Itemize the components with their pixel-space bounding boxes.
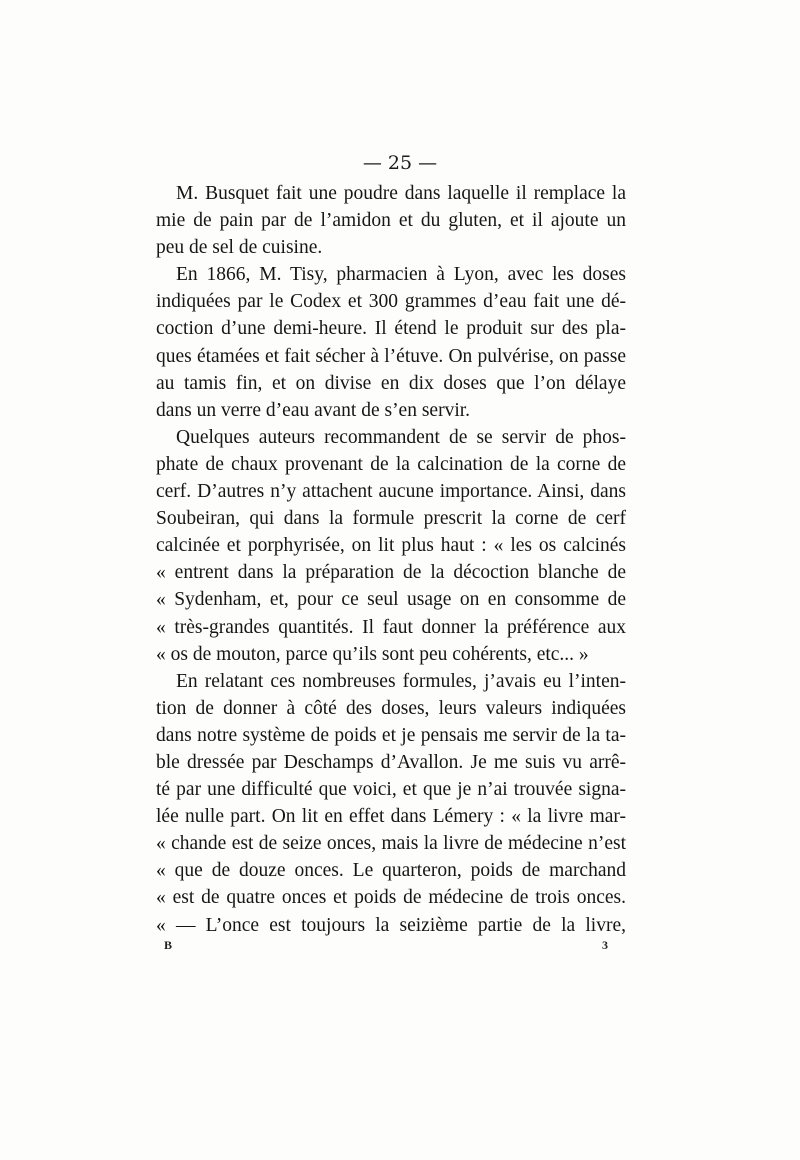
text-line: au tamis fin, et on divise en dix doses que l’on délaye	[156, 372, 626, 394]
text-line: Soubeiran, qui dans la formule prescrit la corne de cerf	[156, 508, 626, 530]
text-line: « — L’once est toujours la seizième partie de la livre,	[156, 914, 626, 936]
text-line: « est de quatre onces et poids de médecine de trois onces.	[156, 887, 626, 909]
text-line: En relatant ces nombreuses formules, j’avais eu l’inten-	[176, 670, 626, 692]
text-line: ble dressée par Deschamps d’Avallon. Je me suis vu arrê-	[156, 751, 626, 773]
text-line: « Sydenham, et, pour ce seul usage on en consomme de	[156, 589, 626, 611]
text-line: peu de sel de cuisine.	[156, 237, 323, 259]
body-text	[156, 180, 626, 939]
text-line: calcinée et porphyrisée, on lit plus haut : « les os calcinés	[156, 535, 626, 557]
text-line: « très-grandes quantités. Il faut donner la préférence aux	[156, 616, 626, 638]
text-line: té par une difficulté que voici, et que je n’ai trouvée signa-	[156, 779, 626, 801]
text-line: En 1866, M. Tisy, pharmacien à Lyon, avec les doses	[176, 264, 626, 286]
text-line: coction d’une demi-heure. Il étend le produit sur des pla-	[156, 318, 626, 340]
text-line: ques étamées et fait sécher à l’étuve. On pulvérise, on passe	[156, 345, 626, 367]
text-line: dans un verre d’eau avant de s’en servir.	[156, 399, 471, 421]
text-line: M. Busquet fait une poudre dans laquelle il remplace la	[176, 183, 626, 204]
text-line: phate de chaux provenant de la calcination de la corne de	[156, 453, 626, 475]
signature-number: 3	[602, 938, 608, 952]
text-line: « os de mouton, parce qu’ils sont peu cohérents, etc... »	[156, 643, 589, 665]
text-line: « entrent dans la préparation de la décoction blanche de	[156, 562, 626, 584]
text-line: tion de donner à côté des doses, leurs valeurs indiquées	[156, 697, 626, 719]
text-line: « chande est de seize onces, mais la livre de médecine n’est	[156, 833, 626, 855]
page-number: — 25 —	[362, 152, 438, 174]
text-line: Quelques auteurs recommandent de se servir de phos-	[176, 426, 626, 448]
text-line: indiquées par le Codex et 300 grammes d’eau fait une dé-	[156, 291, 626, 313]
text-line: « que de douze onces. Le quarteron, poids de marchand	[156, 860, 626, 882]
text-line: cerf. D’autres n’y attachent aucune importance. Ainsi, dans	[156, 481, 626, 503]
text-line: dans notre système de poids et je pensais me servir de la ta-	[156, 724, 626, 746]
printer-signature: B	[164, 938, 173, 952]
text-line: lée nulle part. On lit en effet dans Lémery : « la livre mar-	[156, 806, 626, 828]
text-line: mie de pain par de l’amidon et du gluten, et il ajoute un	[156, 210, 626, 232]
